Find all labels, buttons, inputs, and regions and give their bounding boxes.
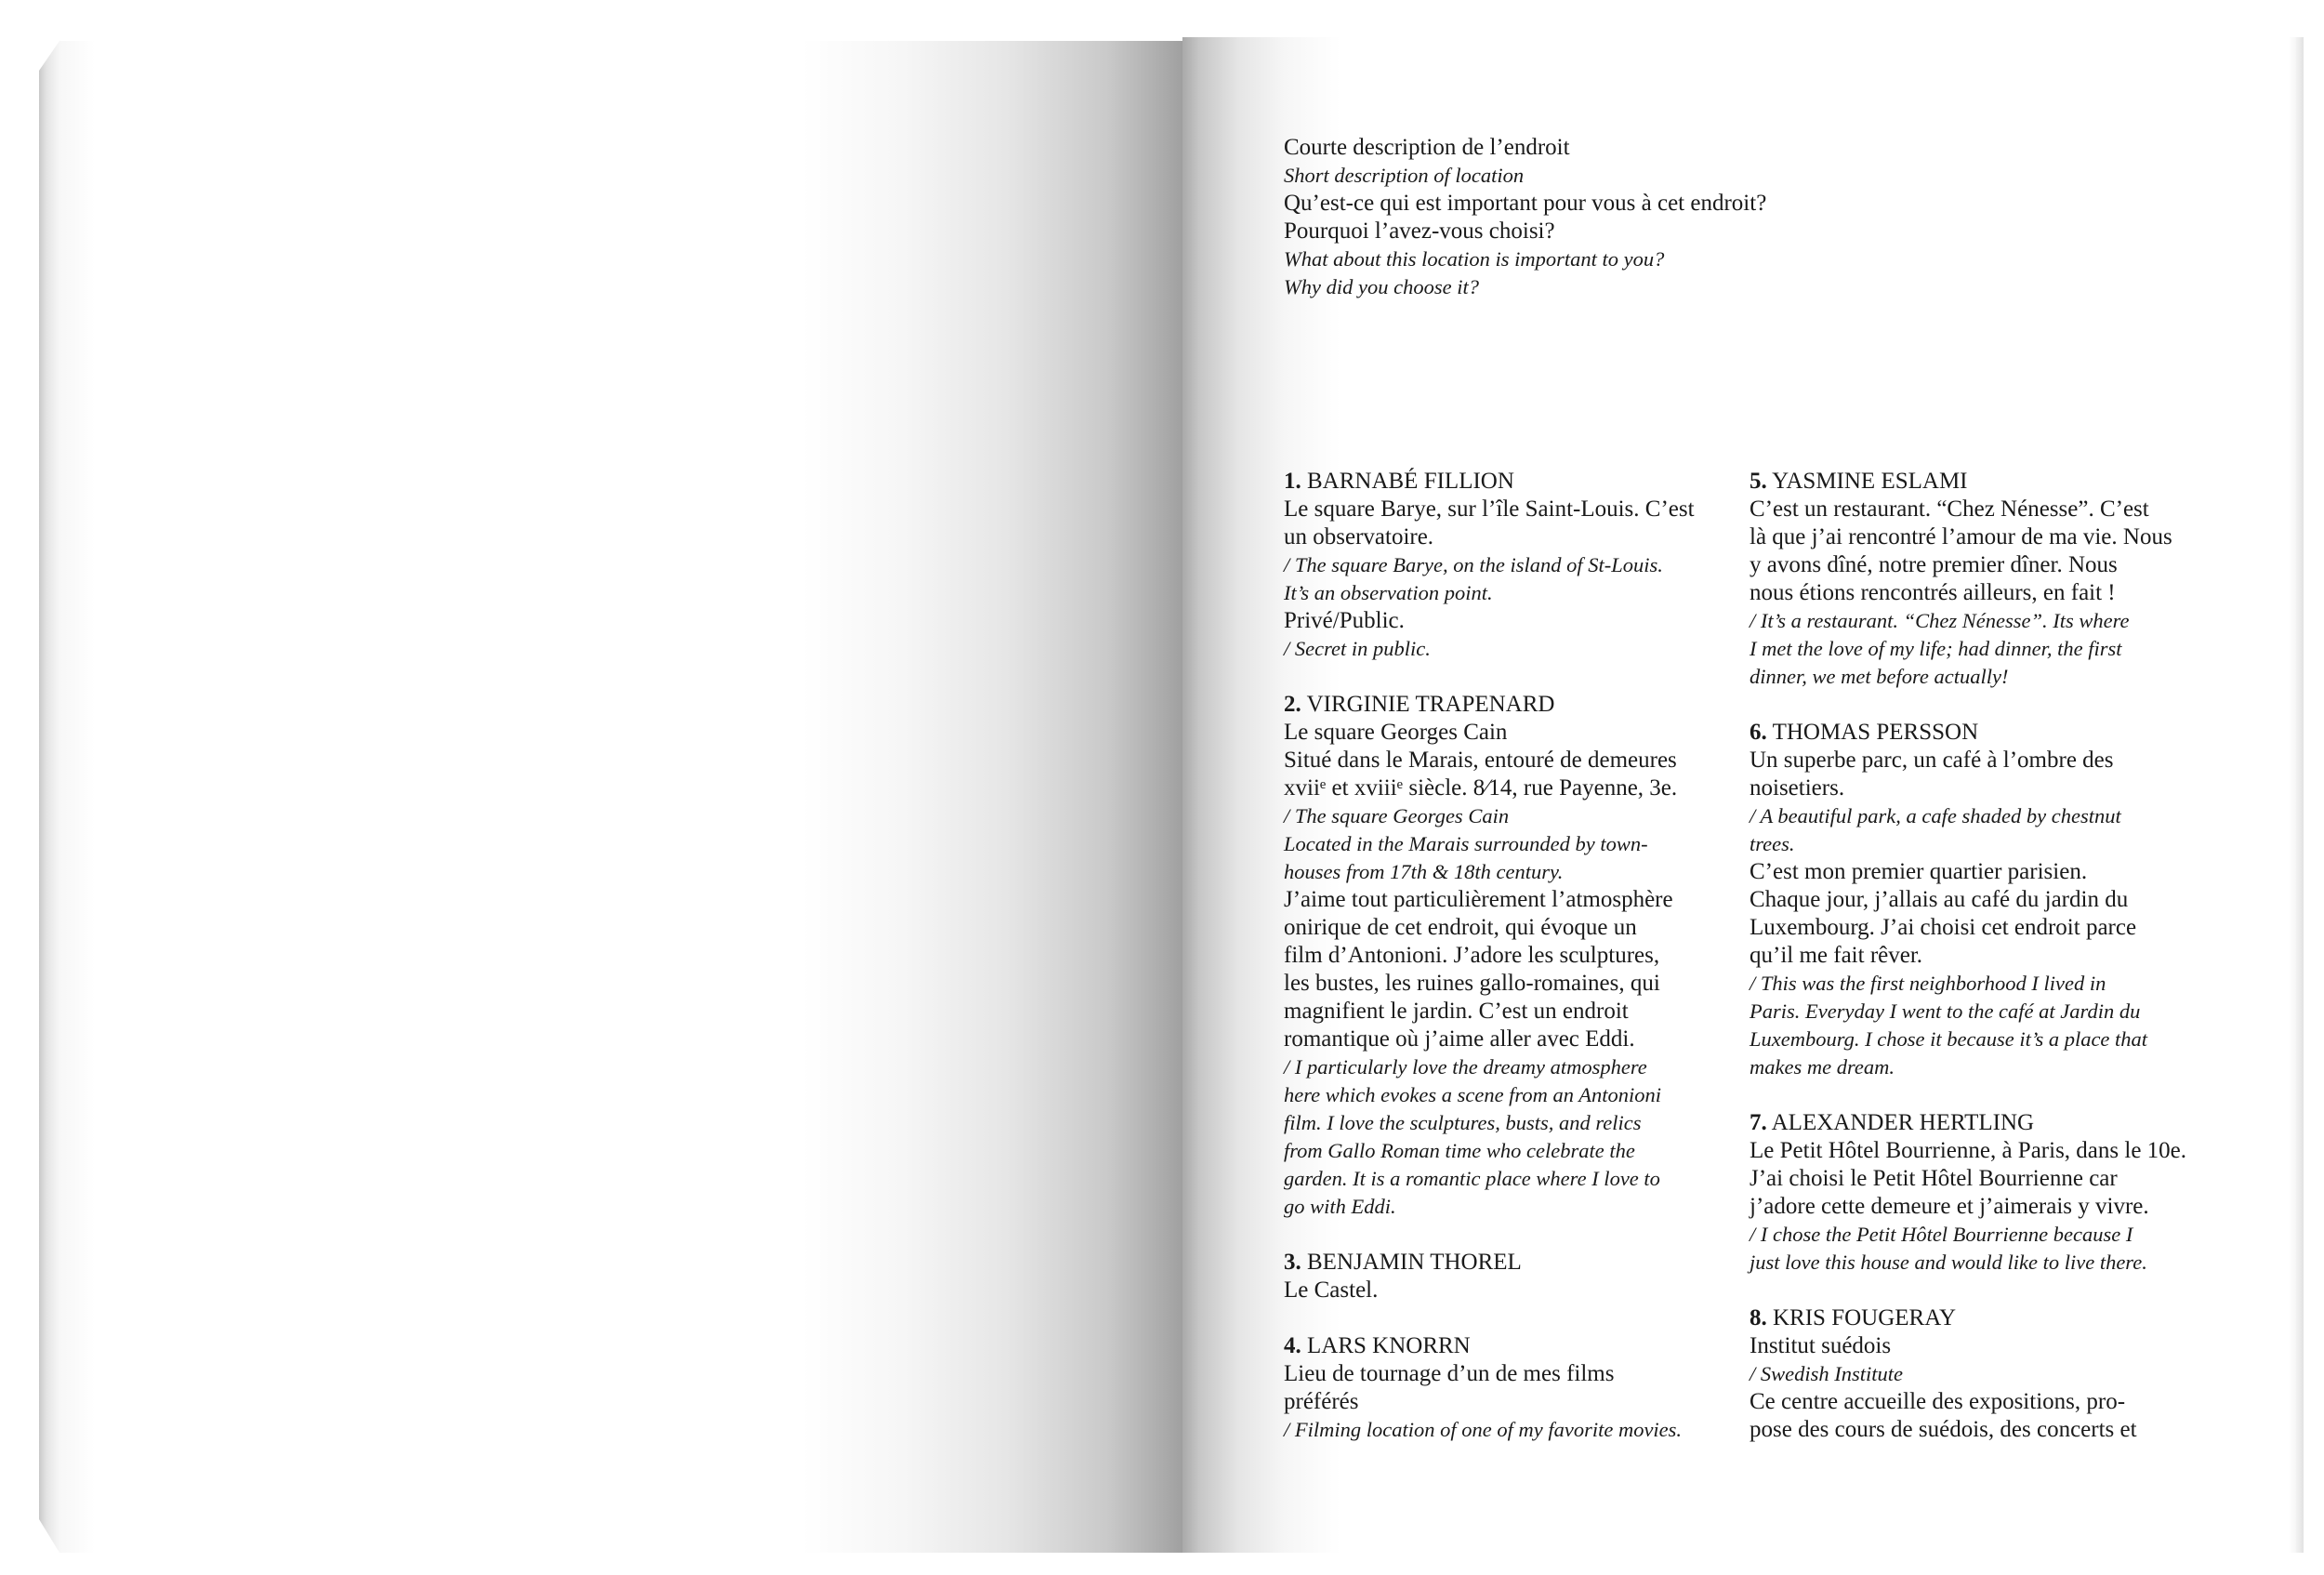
entry-name: ALEXANDER HERTLING — [1771, 1110, 2035, 1135]
entry-name: KRIS FOUGERAY — [1773, 1305, 1957, 1330]
text-line: j’adore cette demeure et j’aimerais y vivre. — [1750, 1194, 2149, 1219]
english-translation-line: I met the love of my life; had dinner, the first — [1750, 637, 2122, 660]
english-translation-line: / This was the first neighborhood I lived in — [1750, 972, 2106, 995]
text-line: Courte description de l’endroit — [1284, 135, 1570, 160]
entry — [1750, 468, 2186, 691]
english-translation-line: Paris. Everyday I went to the café at Jardin du — [1750, 999, 2141, 1023]
entry-spacer — [1750, 1081, 2186, 1109]
text-line: J’aime tout particulièrement l’atmosphère — [1284, 887, 1673, 912]
text-line: Qu’est-ce qui est important pour vous à cet endroit? — [1284, 191, 1767, 216]
text-line: romantique où j’aime aller avec Eddi. — [1284, 1026, 1635, 1052]
text-line: les bustes, les ruines gallo-romaines, qui — [1284, 971, 1660, 996]
english-translation-line: Located in the Marais surrounded by town- — [1284, 832, 1648, 855]
entry-number: 3. — [1284, 1250, 1301, 1275]
text-line: préférés — [1284, 1389, 1359, 1414]
english-translation-line: / The square Georges Cain — [1284, 804, 1510, 827]
entry-name: THOMAS PERSSON — [1772, 720, 1979, 745]
entry-number: 6. — [1750, 720, 1767, 745]
text-line: Luxembourg. J’ai choisi cet endroit parce — [1750, 915, 2137, 940]
text-line: un observatoire. — [1284, 524, 1434, 549]
text-line: Le square Barye, sur l’île Saint-Louis. C’est — [1284, 496, 1695, 522]
text-line: C’est un restaurant. “Chez Nénesse”. C’est — [1750, 496, 2149, 522]
english-translation-line: / I particularly love the dreamy atmosphere — [1284, 1055, 1647, 1079]
entry-heading — [1284, 468, 1695, 496]
text-line: là que j’ai rencontré l’amour de ma vie. Nous — [1750, 524, 2172, 549]
text-line: nous étions rencontrés ailleurs, en fait ! — [1750, 580, 2116, 605]
english-translation-line: / It’s a restaurant. “Chez Nénesse”. Its where — [1750, 609, 2130, 632]
english-translation-line: houses from 17th & 18th century. — [1284, 860, 1564, 883]
entry-spacer — [1284, 663, 1695, 691]
text-line: Institut suédois — [1750, 1333, 1892, 1358]
text-line: Lieu de tournage d’un de mes films — [1284, 1361, 1615, 1386]
english-translation-line: What about this location is important to you? — [1284, 247, 1665, 271]
entry-spacer — [1750, 691, 2186, 719]
english-translation-line: / Secret in public. — [1284, 637, 1431, 660]
text-line: Le Castel. — [1284, 1277, 1379, 1303]
entry-name: VIRGINIE TRAPENARD — [1306, 692, 1555, 717]
english-translation-line: Luxembourg. I chose it because it’s a place that — [1750, 1027, 2148, 1051]
entry-number: 1. — [1284, 469, 1301, 494]
english-translation-line: / The square Barye, on the island of St-Louis. — [1284, 553, 1663, 576]
english-translation-line: / A beautiful park, a cafe shaded by chestnut — [1750, 804, 2121, 827]
entry-heading — [1750, 1304, 2186, 1332]
questionnaire-header — [1284, 134, 1766, 301]
entry-spacer — [1284, 1221, 1695, 1249]
text-line: C’est mon premier quartier parisien. — [1750, 859, 2088, 884]
text-line: Pourquoi l’avez-vous choisi? — [1284, 218, 1555, 244]
entry-number: 8. — [1750, 1305, 1767, 1330]
english-translation-line: makes me dream. — [1750, 1055, 1895, 1079]
english-translation-line: trees. — [1750, 832, 1795, 855]
english-translation-line: / I chose the Petit Hôtel Bourrienne because I — [1750, 1223, 2133, 1246]
english-translation-line: here which evokes a scene from an Antonioni — [1284, 1083, 1661, 1106]
english-translation-line: dinner, we met before actually! — [1750, 665, 2009, 688]
text-line: noisetiers. — [1750, 775, 1845, 801]
english-translation-line: just love this house and would like to live there. — [1750, 1251, 2147, 1274]
text-line: onirique de cet endroit, qui évoque un — [1284, 915, 1637, 940]
text-line: Privé/Public. — [1284, 608, 1405, 633]
entry-heading — [1284, 1249, 1695, 1277]
text-line: y avons dîné, notre premier dîner. Nous — [1750, 552, 2118, 577]
entry-number: 7. — [1750, 1110, 1767, 1135]
left-page — [39, 41, 1201, 1553]
text-line: Situé dans le Marais, entouré de demeures — [1284, 748, 1677, 773]
text-line: Le square Georges Cain — [1284, 720, 1508, 745]
entry-heading — [1750, 719, 2186, 747]
entry-name: YASMINE ESLAMI — [1772, 469, 1968, 494]
entry-heading — [1750, 1109, 2186, 1137]
text-line: pose des cours de suédois, des concerts et — [1750, 1417, 2137, 1442]
entry-name: BARNABÉ FILLION — [1307, 469, 1514, 494]
answers-column-left — [1284, 468, 1695, 1444]
english-translation-line: Short description of location — [1284, 164, 1525, 187]
entry — [1284, 1249, 1695, 1304]
english-translation-line: film. I love the sculptures, busts, and relics — [1284, 1111, 1642, 1134]
english-translation-line: It’s an observation point. — [1284, 581, 1493, 604]
entry — [1750, 719, 2186, 1081]
entry-name: BENJAMIN THOREL — [1307, 1250, 1522, 1275]
page-edge — [2296, 37, 2304, 1553]
entry — [1284, 1332, 1695, 1444]
text-line: qu’il me fait rêver. — [1750, 943, 1923, 968]
english-translation-line: from Gallo Roman time who celebrate the — [1284, 1139, 1635, 1162]
english-translation-line: garden. It is a romantic place where I love to — [1284, 1167, 1660, 1190]
entry-number: 2. — [1284, 692, 1301, 717]
text-line: magnifient le jardin. C’est un endroit — [1284, 999, 1629, 1024]
english-translation-line: Why did you choose it? — [1284, 275, 1479, 298]
english-translation-line: go with Eddi. — [1284, 1195, 1396, 1218]
entry-heading — [1284, 1332, 1695, 1360]
text-line: Le Petit Hôtel Bourrienne, à Paris, dans le 10e. — [1750, 1138, 2187, 1163]
text-line: Ce centre accueille des expositions, pro- — [1750, 1389, 2126, 1414]
entry — [1284, 468, 1695, 663]
entry-number: 5. — [1750, 469, 1767, 494]
text-line: Un superbe parc, un café à l’ombre des — [1750, 748, 2114, 773]
entry-spacer — [1750, 1277, 2186, 1304]
text-line: film d’Antonioni. J’adore les sculptures, — [1284, 943, 1660, 968]
english-translation-line: / Filming location of one of my favorite movies. — [1284, 1418, 1683, 1441]
text-line: xviiᵉ et xviiiᵉ siècle. 8⁄14, rue Payenne, 3e. — [1284, 775, 1678, 801]
entry-spacer — [1284, 1304, 1695, 1332]
entry-name: LARS KNORRN — [1307, 1333, 1471, 1358]
entry-heading — [1750, 468, 2186, 496]
entry-heading — [1284, 691, 1695, 719]
entry — [1750, 1109, 2186, 1277]
entry — [1750, 1304, 2186, 1444]
entry-number: 4. — [1284, 1333, 1301, 1358]
english-translation-line: / Swedish Institute — [1750, 1362, 1903, 1385]
text-line: J’ai choisi le Petit Hôtel Bourrienne car — [1750, 1166, 2118, 1191]
answers-column-right — [1750, 468, 2186, 1444]
text-line: Chaque jour, j’allais au café du jardin du — [1750, 887, 2129, 912]
entry — [1284, 691, 1695, 1221]
